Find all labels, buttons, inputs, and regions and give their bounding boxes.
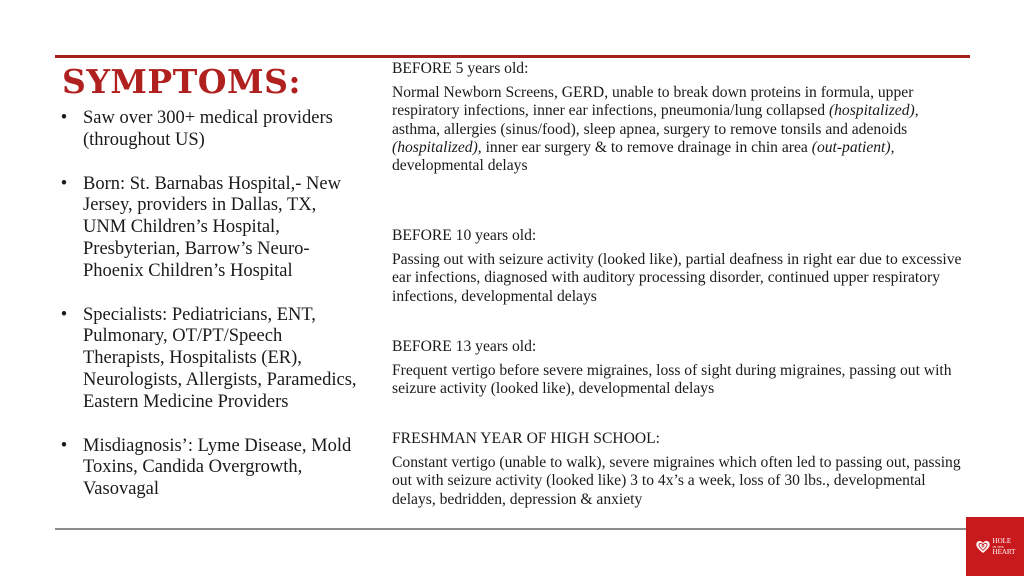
text-run: Frequent vertigo before severe migraines, loss of sight during migraines, passing out with seizure activity (looked like), developmental delays [392, 362, 952, 398]
logo-wordmark [993, 538, 1016, 556]
logo-line-2: IN THE [992, 544, 1004, 549]
hole-in-the-heart-logo [966, 517, 1024, 576]
section-freshman-year [392, 430, 962, 509]
bullet-item [58, 174, 363, 283]
bullet-text: Misdiagnosis’: Lyme Disease, Mold Toxins, Candida Overgrowth, Vasovagal [83, 435, 352, 500]
heart-icon [975, 539, 991, 555]
italic-note: (hospitalized) [828, 102, 915, 120]
text-run: Passing out with seizure activity (looked like), partial deafness in right ear due to excessive ear infections, diagnosed with auditory processing disorder, continued upper respiratory infections, developmental delays [392, 251, 962, 305]
section-body [392, 251, 962, 306]
text-run: Constant vertigo (unable to walk), severe migraines which often led to passing out, passing out with seizure activity (looked like) 3 to 4x’s a week, loss of 30 lbs., developmental delays, bedridden, depression & anxiety [392, 454, 961, 508]
section-body [392, 454, 962, 509]
bullet-glyph: • [60, 108, 68, 128]
section-before-13 [392, 338, 962, 399]
left-bullet-list [58, 108, 363, 523]
slide-title: SYMPTOMS: [62, 62, 302, 101]
bullet-item [58, 108, 363, 152]
section-heading: BEFORE 10 years old: [392, 227, 537, 244]
bullet-glyph: • [60, 173, 68, 194]
section-before-5 [392, 60, 962, 175]
text-run: , developmental delays [392, 138, 895, 175]
logo-line-3: HEART [992, 547, 1016, 556]
text-run: , asthma, allergies (sinus/food), sleep apnea, surgery to remove tonsils and adenoids [392, 102, 919, 138]
top-divider [55, 55, 970, 58]
italic-note: (hospitalized) [392, 138, 478, 156]
section-heading: BEFORE 13 years old: [392, 338, 537, 355]
bullet-item [58, 305, 363, 414]
bullet-text: Born: St. Barnabas Hospital,- New Jersey, providers in Dallas, TX, UNM Children’s Hospital, Presbyterian, Barrow’s Neuro-Phoenix Children’s Hospital [83, 173, 341, 281]
section-heading: FRESHMAN YEAR OF HIGH SCHOOL: [392, 430, 661, 447]
bullet-glyph: • [60, 304, 68, 325]
italic-note: (out-patient) [811, 138, 891, 156]
text-run: , inner ear surgery & to remove drainage in chin area [477, 138, 812, 156]
bullet-glyph: • [60, 435, 68, 456]
section-body [392, 84, 962, 175]
text-run: Normal Newborn Screens, GERD, unable to break down proteins in formula, upper respiratory infections, inner ear infections, pneumonia/lung collapsed [392, 84, 914, 120]
bullet-text: Saw over 300+ medical providers (throughout US) [83, 108, 333, 150]
logo-line-1: HOLE [992, 536, 1012, 545]
section-body [392, 362, 962, 398]
section-before-10 [392, 227, 962, 306]
bullet-item [58, 436, 363, 501]
bullet-text: Specialists: Pediatricians, ENT, Pulmonary, OT/PT/Speech Therapists, Hospitalists (ER), Neurologists, Allergists, Paramedics, Eastern Medicine Providers [83, 304, 357, 412]
bottom-divider [55, 528, 967, 530]
section-heading: BEFORE 5 years old: [392, 60, 529, 77]
